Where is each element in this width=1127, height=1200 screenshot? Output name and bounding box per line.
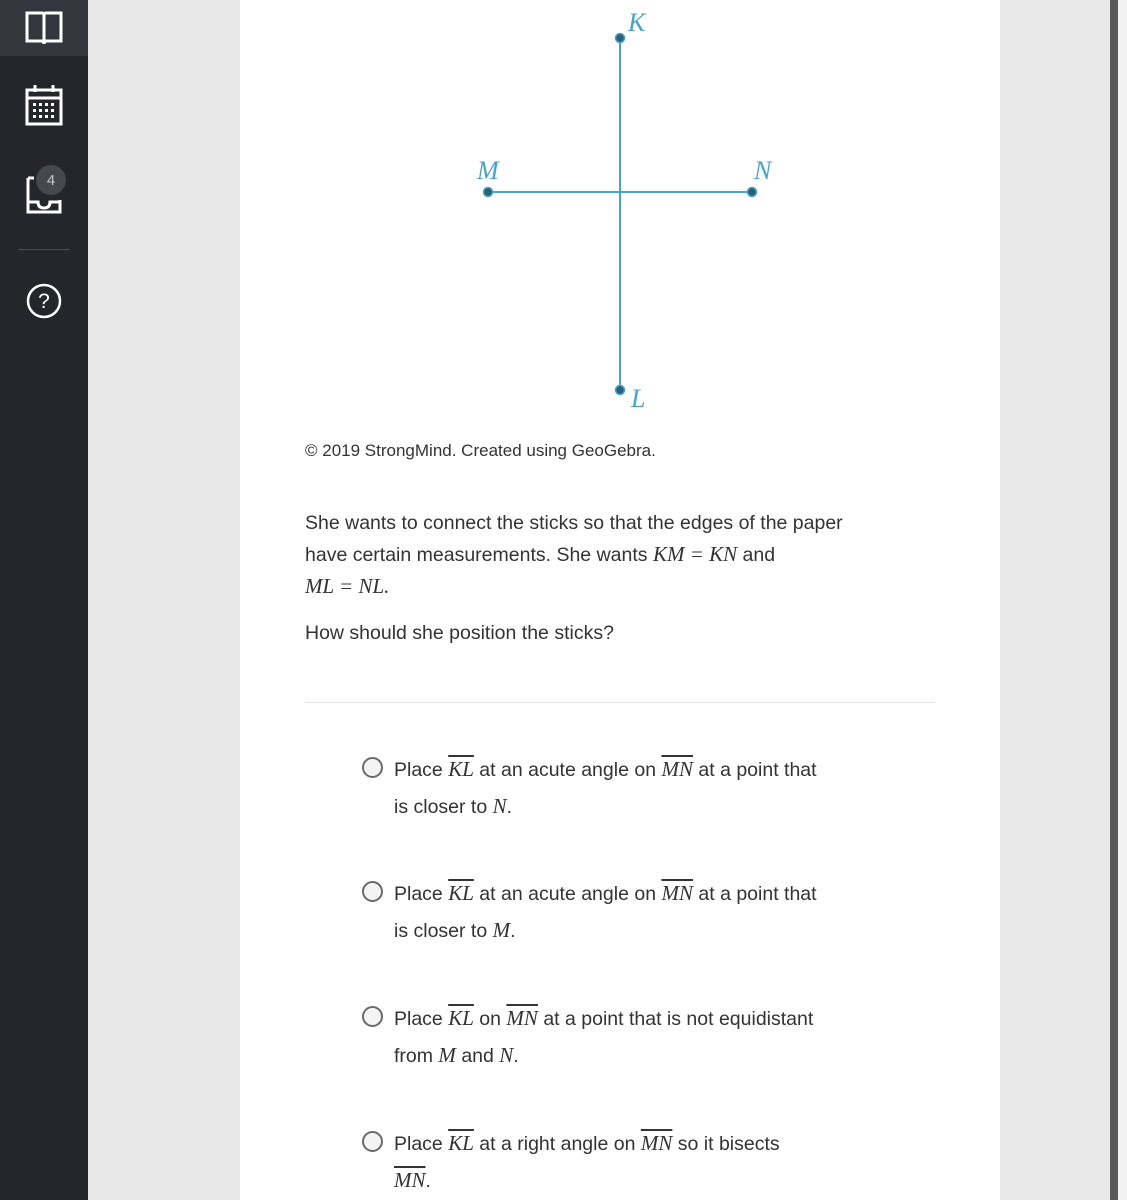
label-l: L (631, 384, 646, 413)
sidebar-divider (18, 249, 70, 250)
radio-button[interactable] (362, 1006, 383, 1027)
problem-line-1: She wants to connect the sticks so that the edges of the paper (305, 512, 843, 534)
book-icon (24, 11, 64, 45)
radio-button[interactable] (362, 1131, 383, 1152)
sidebar-item-calendar[interactable] (0, 80, 88, 130)
label-n: N (754, 156, 772, 185)
label-m: M (477, 156, 499, 185)
sidebar-item-book[interactable] (0, 0, 88, 56)
help-icon (25, 282, 63, 320)
point-m (484, 188, 493, 197)
problem-line-2: have certain measurements. She wants (305, 544, 653, 566)
radio-button[interactable] (362, 757, 383, 778)
label-k: K (628, 8, 646, 37)
option-text: Place $\overline{KL}$ at a right angle on $\overline{MN}$ so it bisects $\overline{MN}$. (394, 1131, 780, 1192)
inbox-count-badge: 4 (36, 165, 66, 195)
equation-ml-nl: ML = NL. (305, 574, 390, 598)
point-k (616, 34, 625, 43)
geogebra-diagram (240, 0, 1000, 430)
sidebar-item-help[interactable] (0, 280, 88, 322)
point-l (616, 386, 625, 395)
equation-km-kn: KM = KN (652, 542, 738, 566)
svg-text:?: ? (38, 290, 50, 313)
question-prompt: How should she position the sticks? (305, 622, 614, 644)
point-n (748, 188, 757, 197)
answer-option-3[interactable] (362, 1000, 902, 1074)
problem-and: and (737, 544, 776, 566)
sidebar (0, 0, 88, 1200)
page-gutter (1000, 0, 1110, 1200)
problem-text (305, 508, 915, 603)
option-text: Place $\overline{KL}$ at an acute angle on $\overline{MN}$ at a point that is closer to N. (394, 757, 817, 818)
scrollbar-track[interactable] (1110, 0, 1118, 1200)
image-credit: © 2019 StrongMind. Created using GeoGebra. (305, 441, 656, 460)
answer-option-4[interactable] (362, 1125, 902, 1199)
answer-option-1[interactable] (362, 751, 902, 825)
option-text: Place $\overline{KL}$ on $\overline{MN}$ at a point that is not equidistant from M and N. (394, 1006, 814, 1067)
window-edge (1118, 0, 1127, 1200)
question-card (240, 0, 1000, 1200)
answer-option-2[interactable] (362, 875, 902, 949)
option-text: Place $\overline{KL}$ at an acute angle on $\overline{MN}$ at a point that is closer to M. (394, 881, 817, 942)
answer-divider (305, 702, 935, 703)
radio-button[interactable] (362, 881, 383, 902)
calendar-icon (25, 84, 63, 126)
